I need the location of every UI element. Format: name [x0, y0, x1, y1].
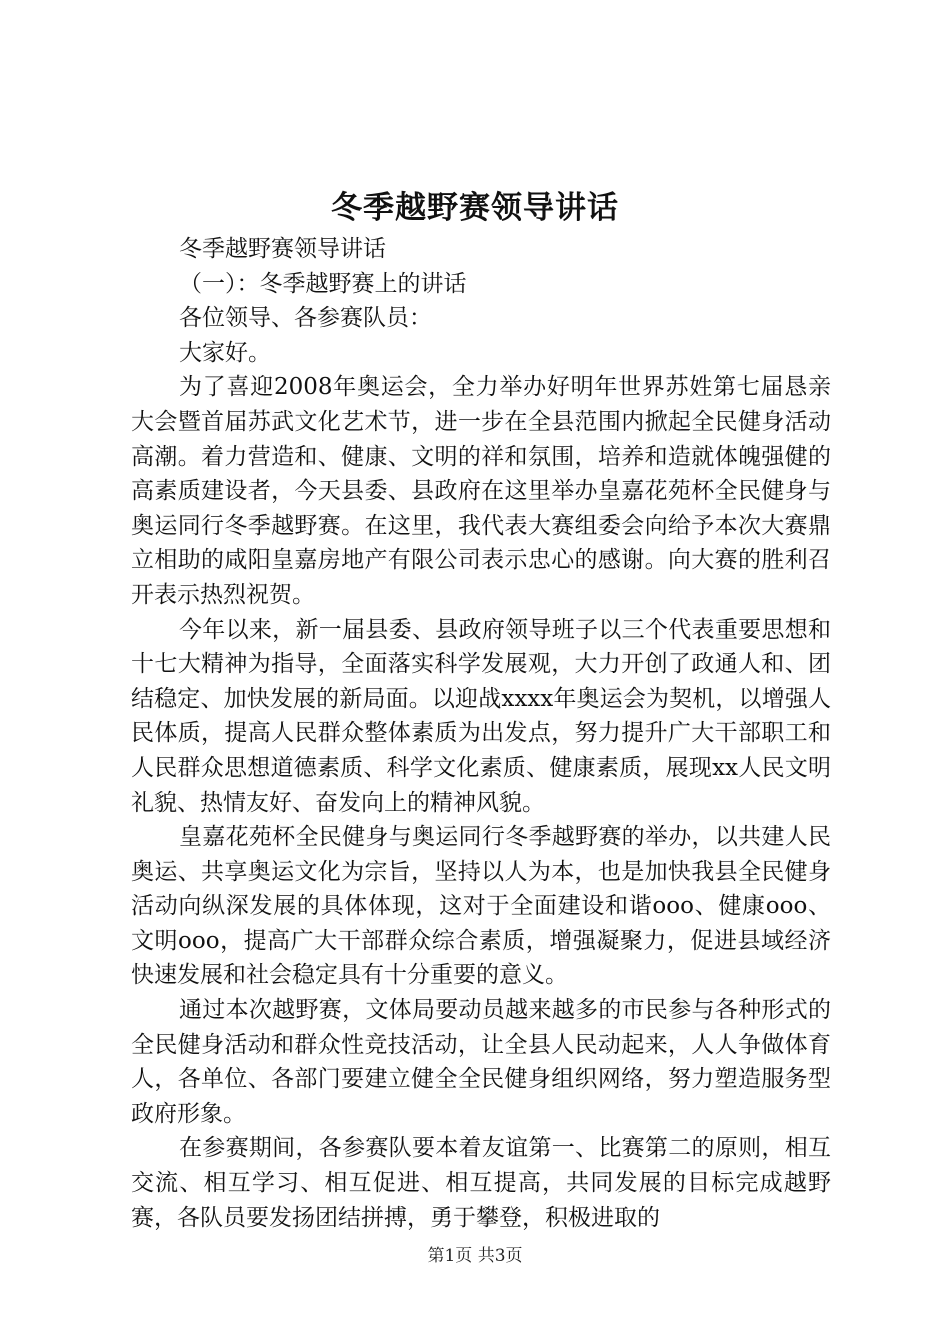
body-paragraph: 通过本次越野赛，文体局要动员越来越多的市民参与各种形式的全民健身活动和群众性竞技活动，让全县人民动起来，人人争做体育人，各单位、各部门要建立健全全民健身组织网络，努力塑造服务型政府形象。 [131, 997, 831, 1127]
intro-line: 大家好。 [179, 339, 271, 366]
body-paragraph: 在参赛期间，各参赛队要本着友谊第一、比赛第二的原则，相互交流、相互学习、相互促进、相互提高，共同发展的目标完成越野赛，各队员要发扬团结拼搏，勇于攀登，积极进取的 [131, 1135, 831, 1231]
body-paragraph: 为了喜迎2008年奥运会，全力举办好明年世界苏姓第七届恳亲大会暨首届苏武文化艺术节，进一步在全县范围内掀起全民健身活动高潮。着力营造和、健康、文明的祥和氛围，培养和造就体魄强健的高素质建设者，今天县委、县政府在这里举办皇嘉花苑杯全民健身与奥运同行冬季越野赛。在这里，我代表大赛组委会向给予本次大赛鼎立相助的咸阳皇嘉房地产有限公司表示忠心的感谢。向大赛的胜利召开表示热烈祝贺。 [131, 374, 831, 608]
body-paragraph: 皇嘉花苑杯全民健身与奥运同行冬季越野赛的举办，以共建人民奥运、共享奥运文化为宗旨，坚持以人为本，也是加快我县全民健身活动向纵深发展的具体体现，这对于全面建设和谐ooo、健康ooo、文明ooo，提高广大干部群众综合素质，增强凝聚力，促进县域经济快速发展和社会稳定具有十分重要的意义。 [131, 824, 831, 989]
intro-line: （一）：冬季越野赛上的讲话 [179, 270, 467, 297]
body-paragraph: 今年以来，新一届县委、县政府领导班子以三个代表重要思想和十七大精神为指导，全面落实科学发展观，大力开创了政通人和、团结稳定、加快发展的新局面。以迎战xxxx年奥运会为契机，以增强人民体质，提高人民群众整体素质为出发点，努力提升广大干部职工和人民群众思想道德素质、科学文化素质、健康素质，展现xx人民文明礼貌、热情友好、奋发向上的精神风貌。 [131, 616, 831, 816]
document-title: 冬季越野赛领导讲话 [331, 190, 619, 226]
document-body [131, 232, 831, 1235]
intro-line: 冬季越野赛领导讲话 [179, 236, 386, 262]
page-number-footer: 第1页 共3页 [427, 1246, 523, 1266]
intro-line: 各位领导、各参赛队员： [179, 305, 432, 332]
